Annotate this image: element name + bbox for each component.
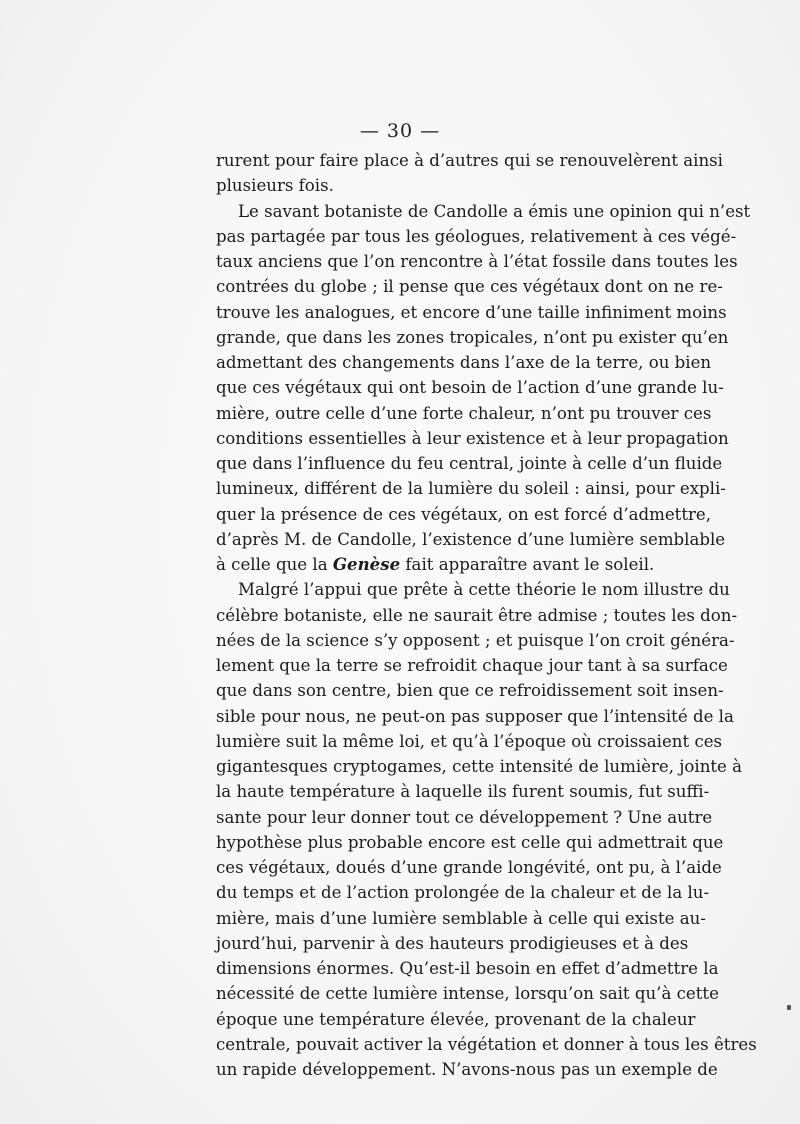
text-line: rurent pour faire place à d’autres qui se renouvelèrent ainsi bbox=[216, 151, 723, 170]
text-line: que dans son centre, bien que ce refroidissement soit insen- bbox=[216, 681, 724, 701]
text-line: centrale, pouvait activer la végétation et donner à tous les êtres bbox=[216, 1034, 757, 1054]
text-line: gigantesques cryptogames, cette intensité de lumière, jointe à bbox=[216, 757, 743, 776]
text-line: admettant des changements dans l’axe de la terre, ou bien bbox=[216, 353, 712, 372]
text-fragment: à celle que la bbox=[216, 555, 333, 574]
text-line: quer la présence de ces végétaux, on est forcé d’admettre, bbox=[216, 504, 712, 524]
text-line: dimensions énormes. Qu’est-il besoin en effet d’admettre la bbox=[216, 959, 719, 978]
page-speck bbox=[787, 1005, 791, 1010]
text-line: conditions essentielles à leur existence et à leur propagation bbox=[216, 428, 729, 448]
text-line: mière, mais d’une lumière semblable à celle qui existe au- bbox=[216, 908, 706, 928]
text-line: que ces végétaux qui ont besoin de l’action d’une grande lu- bbox=[216, 378, 724, 398]
text-line: mière, outre celle d’une forte chaleur, n’ont pu trouver ces bbox=[216, 403, 712, 423]
text-line: un rapide développement. N’avons-nous pas un exemple de bbox=[216, 1060, 718, 1079]
body-text bbox=[216, 148, 757, 1082]
text-line: jourd’hui, parvenir à des hauteurs prodigieuses et à des bbox=[216, 933, 689, 953]
paragraph-start-line: Le savant botaniste de Candolle a émis une opinion qui n’est bbox=[238, 201, 751, 221]
text-line: lumineux, différent de la lumière du soleil : ainsi, pour expli- bbox=[216, 479, 726, 499]
text-line: nécessité de cette lumière intense, lorsqu’on sait qu’à cette bbox=[216, 984, 719, 1004]
text-line: trouve les analogues, et encore d’une taille infiniment moins bbox=[216, 302, 727, 322]
text-line: ces végétaux, doués d’une grande longévité, ont pu, à l’aide bbox=[216, 858, 722, 877]
text-line: taux anciens que l’on rencontre à l’état fossile dans toutes les bbox=[216, 252, 738, 271]
text-line: époque une température élevée, provenant de la chaleur bbox=[216, 1009, 696, 1029]
text-line: hypothèse plus probable encore est celle qui admettrait que bbox=[216, 832, 724, 852]
text-line: la haute température à laquelle ils furent soumis, fut suffi- bbox=[216, 782, 710, 802]
text-line: lement que la terre se refroidit chaque jour tant à sa surface bbox=[216, 656, 728, 675]
text-line: grande, que dans les zones tropicales, n’ont pu exister qu’en bbox=[216, 327, 729, 347]
text-line: que dans l’influence du feu central, jointe à celle d’un fluide bbox=[216, 454, 723, 473]
page-number: — 30 — bbox=[359, 120, 441, 142]
text-line: célèbre botaniste, elle ne saurait être admise ; toutes les don- bbox=[216, 605, 738, 625]
text-fragment: fait apparaître avant le soleil. bbox=[400, 555, 655, 574]
text-line: d’après M. de Candolle, l’existence d’une lumière semblable bbox=[216, 529, 726, 549]
italic-title-genese: Genèse bbox=[332, 554, 401, 574]
text-line: du temps et de l’action prolongée de la chaleur et de la lu- bbox=[216, 883, 710, 903]
text-line: sante pour leur donner tout ce développement ? Une autre bbox=[216, 807, 713, 827]
text-line-with-italic bbox=[216, 552, 654, 577]
text-line: nées de la science s’y opposent ; et puisque l’on croit généra- bbox=[216, 630, 735, 650]
text-line: plusieurs fois. bbox=[216, 176, 334, 196]
text-line: contrées du globe ; il pense que ces végétaux dont on ne re- bbox=[216, 277, 723, 297]
paragraph-start-line: Malgré l’appui que prête à cette théorie le nom illustre du bbox=[238, 580, 730, 600]
text-line: pas partagée par tous les géologues, relativement à ces végé- bbox=[216, 226, 737, 246]
text-line: lumière suit la même loi, et qu’à l’époque où croissaient ces bbox=[216, 731, 723, 751]
text-line: sible pour nous, ne peut-on pas supposer que l’intensité de la bbox=[216, 706, 734, 726]
